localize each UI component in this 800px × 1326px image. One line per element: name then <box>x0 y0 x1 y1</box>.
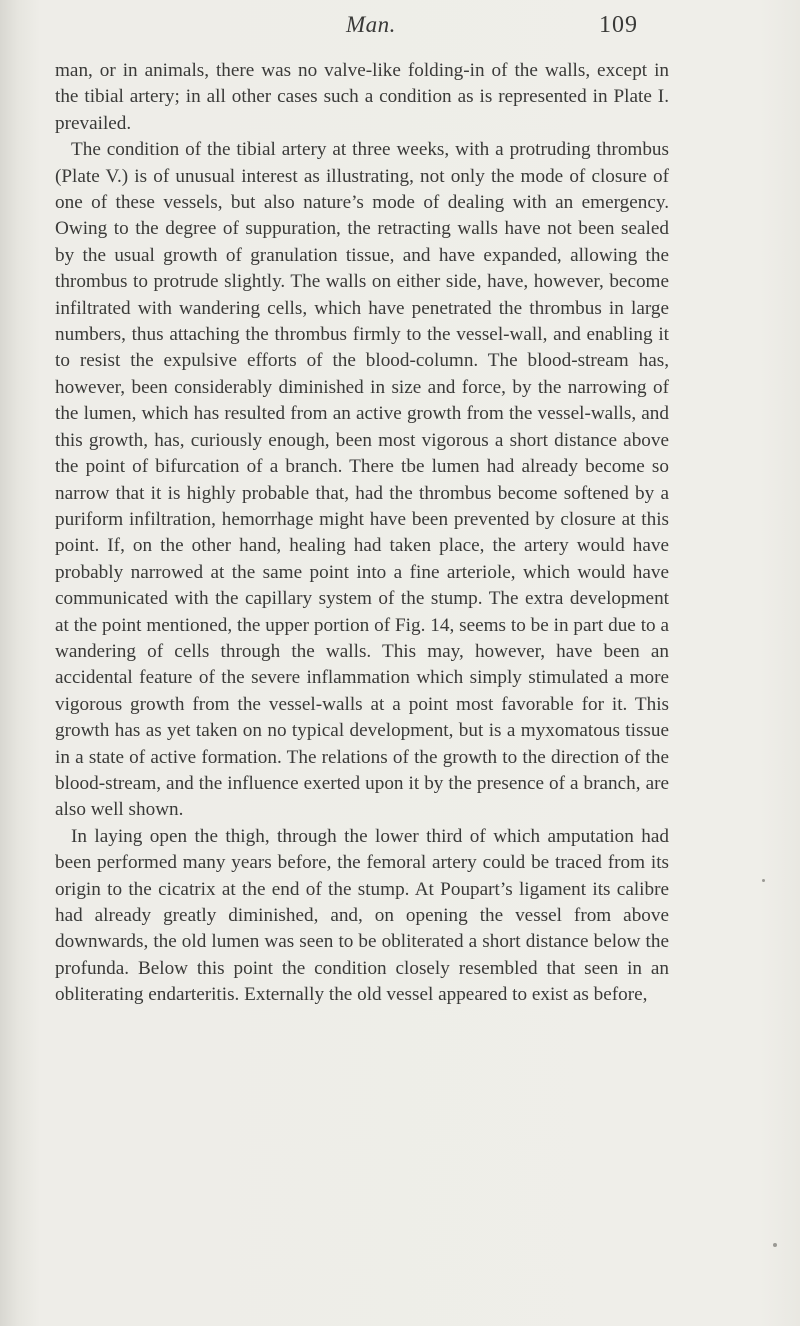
running-title: Man. <box>346 12 396 37</box>
running-head <box>0 8 800 44</box>
paragraph: man, or in animals, there was no valve-like folding-in of the walls, except in the tibial artery; in all other cases such a condition as is represented in Plate I. prevailed. <box>55 60 669 134</box>
paper-speck <box>762 879 765 882</box>
body-text <box>55 58 669 1009</box>
paragraph: In laying open the thigh, through the lower third of which amputation had been performed many years before, the femoral artery could be traced from its origin to the cicatrix at the end of the stump. At Poupart’s ligament its calibre had already greatly diminished, and, on opening the vessel from above downwards, the old lumen was seen to be obliterated a short distance below the profunda. Below this point the condition closely resembled that seen in an obliterating endarteritis. Externally the old vessel appeared to exist as before, <box>55 825 669 1006</box>
page-number: 109 <box>599 12 638 38</box>
paper-speck <box>773 1243 777 1247</box>
paragraph: The condition of the tibial artery at three weeks, with a protruding thrombus (Plate V.) is of unusual interest as illustrating, not only the mode of closure of one of these vessels, but also nature’s mode of dealing with an emergency. Owing to the degree of suppuration, the retracting walls have not been sealed by the usual growth of granulation tissue, and have expanded, allowing the thrombus to protrude slightly. The walls on either side, have, however, become infiltrated with wandering cells, which have penetrated the thrombus in large numbers, thus attaching the thrombus firmly to the vessel-wall, and enabling it to resist the expulsive efforts of the blood-column. The blood-stream has, however, been considerably diminished in size and force, by the narrowing of the lumen, which has resulted from an active growth from the vessel-walls, and this growth, has, curiously enough, been most vigorous a short distance above the point of bifurcation of a branch. There tbe lumen had already become so narrow that it is highly probable that, had the thrombus become softened by a puriform infiltration, hemorrhage might have been prevented by closure at this point. If, on the other hand, healing had taken place, the artery would have probably narrowed at the same point into a fine arteriole, which would have communicated with the capillary system of the stump. The extra development at the point mentioned, the upper portion of Fig. 14, seems to be in part due to a wandering of cells through the walls. This may, however, have been an accidental feature of the severe inflammation which simply stimulated a more vigorous growth from the vessel-walls at a point most favorable for it. This growth has as yet taken on no typical development, but is a myxomatous tissue in a state of active formation. The relations of the growth to the direction of the blood-stream, and the influence exerted upon it by the presence of a branch, are also well shown. <box>55 139 669 821</box>
